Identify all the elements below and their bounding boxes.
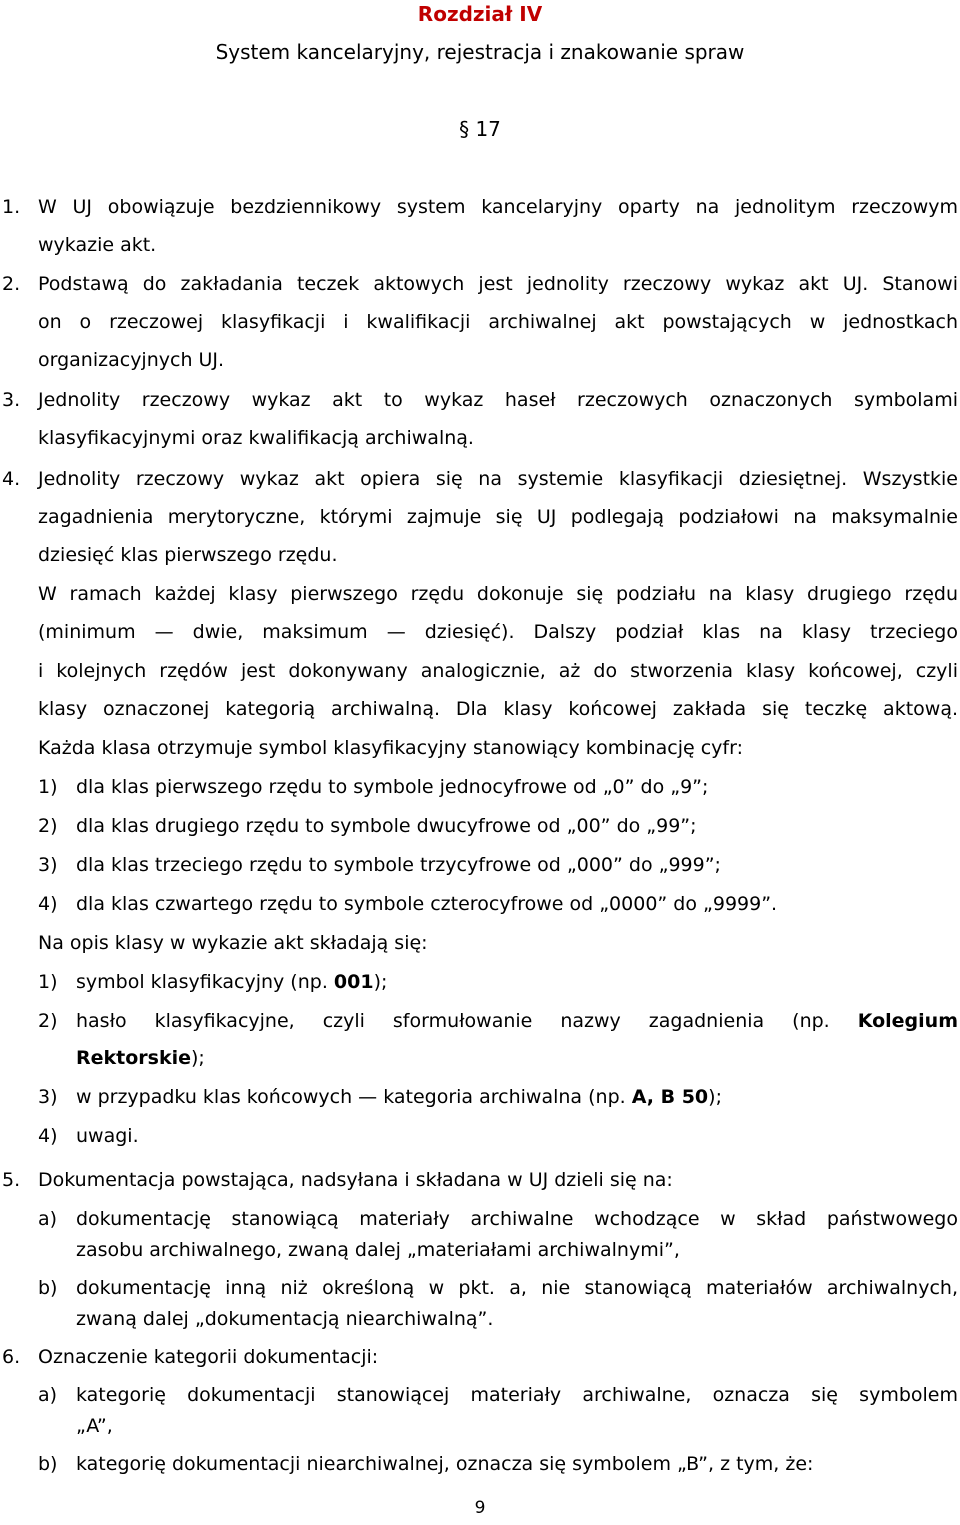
list-item-number: 2) — [38, 1010, 58, 1032]
paragraph-line: i kolejnych rzędów jest dokonywany analogicznie, aż do stworzenia klasy końcowej, czyli — [38, 660, 958, 682]
list-item-text: dokumentację stanowiącą materiały archiwalne wchodzące w skład państwowego — [76, 1208, 958, 1230]
list-item-letter: a) — [38, 1384, 58, 1406]
page-number: 9 — [474, 1498, 486, 1518]
paragraph-line: klasyfikacyjnymi oraz kwalifikacją archiwalną. — [38, 427, 474, 449]
paragraph-line: Na opis klasy w wykazie akt składają się: — [38, 932, 428, 954]
paragraph-line: zagadnienia merytoryczne, którymi zajmuje się UJ podlegają podziałowi na maksymalnie — [38, 506, 958, 528]
list-item-text: dla klas drugiego rzędu to symbole dwucyfrowe od „00” do „99”; — [76, 815, 697, 837]
list-item-text: zasobu archiwalnego, zwaną dalej „materiałami archiwalnymi”, — [76, 1239, 680, 1261]
paragraph-line: Jednolity rzeczowy wykaz akt to wykaz haseł rzeczowych oznaczonych symbolami — [38, 389, 958, 411]
paragraph-line: Jednolity rzeczowy wykaz akt opiera się na systemie klasyfikacji dziesiętnej. Wszystkie — [38, 468, 958, 490]
list-item-number: 4) — [38, 1125, 58, 1147]
list-item-text: dokumentację inną niż określoną w pkt. a, nie stanowiącą materiałów archiwalnych, — [76, 1277, 958, 1299]
paragraph-line: Każda klasa otrzymuje symbol klasyfikacyjny stanowiący kombinację cyfr: — [38, 737, 743, 759]
list-item-number: 4) — [38, 893, 58, 915]
list-item-text: „A”, — [76, 1415, 113, 1437]
list-item-text: kategorię dokumentacji stanowiącej materiały archiwalne, oznacza się symbolem — [76, 1384, 958, 1406]
paragraph-number: 2. — [2, 273, 21, 295]
list-item-text: zwaną dalej „dokumentacją niearchiwalną”. — [76, 1308, 494, 1330]
list-item-text: Rektorskie); — [76, 1047, 205, 1069]
paragraph-line: W UJ obowiązuje bezdziennikowy system kancelaryjny oparty na jednolitym rzeczowym — [38, 196, 958, 218]
paragraph-number: 1. — [2, 196, 21, 218]
paragraph-number: 5. — [2, 1169, 21, 1191]
chapter-subtitle: System kancelaryjny, rejestracja i znakowanie spraw — [215, 40, 745, 64]
list-item-number: 1) — [38, 971, 58, 993]
paragraph-line: Podstawą do zakładania teczek aktowych jest jednolity rzeczowy wykaz akt UJ. Stanowi — [38, 273, 958, 295]
list-item-number: 2) — [38, 815, 58, 837]
paragraph-line: dziesięć klas pierwszego rzędu. — [38, 544, 338, 566]
list-item-number: 3) — [38, 1086, 58, 1108]
list-item-text: hasło klasyfikacyjne, czyli sformułowanie nazwy zagadnienia (np. Kolegium — [76, 1010, 958, 1032]
paragraph-line: on o rzeczowej klasyfikacji i kwalifikacji archiwalnej akt powstających w jednostkach — [38, 311, 958, 333]
list-item-text: dla klas trzeciego rzędu to symbole trzycyfrowe od „000” do „999”; — [76, 854, 721, 876]
paragraph-line: Dokumentacja powstająca, nadsyłana i składana w UJ dzieli się na: — [38, 1169, 673, 1191]
list-item-text: kategorię dokumentacji niearchiwalnej, oznacza się symbolem „B”, z tym, że: — [76, 1453, 814, 1475]
paragraph-line: organizacyjnych UJ. — [38, 349, 225, 371]
paragraph-number: 3. — [2, 389, 21, 411]
list-item-letter: b) — [38, 1453, 58, 1475]
paragraph-number: 4. — [2, 468, 21, 490]
section-number: § 17 — [459, 117, 501, 141]
paragraph-number: 6. — [2, 1346, 21, 1368]
list-item-text: dla klas czwartego rzędu to symbole czterocyfrowe od „0000” do „9999”. — [76, 893, 778, 915]
paragraph-line: (minimum — dwie, maksimum — dziesięć). Dalszy podział klas na klasy trzeciego — [38, 621, 958, 643]
list-item-text: uwagi. — [76, 1125, 139, 1147]
list-item-number: 1) — [38, 776, 58, 798]
chapter-title: Rozdział IV — [417, 2, 543, 26]
paragraph-line: Oznaczenie kategorii dokumentacji: — [38, 1346, 379, 1368]
paragraph-line: klasy oznaczonej kategorią archiwalną. Dla klasy końcowej zakłada się teczkę aktową. — [38, 698, 958, 720]
list-item-number: 3) — [38, 854, 58, 876]
list-item-text: w przypadku klas końcowych — kategoria archiwalna (np. A, B 50); — [76, 1086, 722, 1108]
paragraph-line: wykazie akt. — [38, 234, 157, 256]
list-item-text: dla klas pierwszego rzędu to symbole jednocyfrowe od „0” do „9”; — [76, 776, 709, 798]
list-item-letter: a) — [38, 1208, 58, 1230]
list-item-letter: b) — [38, 1277, 58, 1299]
list-item-text: symbol klasyfikacyjny (np. 001); — [76, 971, 388, 993]
paragraph-line: W ramach każdej klasy pierwszego rzędu dokonuje się podziału na klasy drugiego rzędu — [38, 583, 958, 605]
